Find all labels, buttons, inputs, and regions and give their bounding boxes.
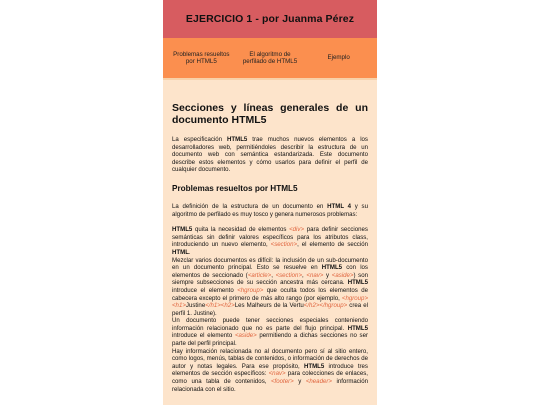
paragraph-section-element: HTML5 quita la necesidad de elementos <div> para definir secciones semánticas sin definir valores específicos para los atributos class, introduciendo un nuevo elemento, <section>, el elemento de sección HTML.	[172, 226, 368, 256]
page-header	[163, 0, 377, 38]
article-title: Secciones y líneas generales de un documento HTML5	[172, 102, 368, 126]
nav-link-ejemplo[interactable]: Ejemplo	[327, 54, 350, 62]
page-container	[163, 0, 377, 405]
page-title: EJERCICIO 1 - por Juanma Pérez	[185, 13, 355, 25]
paragraph-mezclar: Mezclar varios documentos es difícil: la inclusión de un sub-documento en un documento principal. Esto se resuelve en HTML5 con los elementos de seccionado (<article>, <section>, <nav> y <aside>) son siempre subsecciones de su sección ancestra más cercana. HTML5 introduce el elemento <hgroup> que oculta todos los elementos de cabecera excepto el primero de más alto rango (por ejemplo, <hgroup><h1>Justine</h1><h2>Les Malheurs de la Vertu</h2></hgroup> crea el perfil 1. Justine).	[172, 256, 369, 317]
section-title-problemas: Problemas resueltos por HTML5	[172, 183, 298, 193]
article-content	[163, 80, 377, 393]
paragraph-aside: Un documento puede tener secciones especiales conteniendo información relacionado que no es parte del flujo principal. HTML5 introduce el elemento <aside> permitiendo a dichas secciones no ser parte del perfil principal.	[172, 317, 368, 348]
nav-link-algoritmo[interactable]: El algoritmo de perfilado de HTML5	[242, 50, 298, 65]
paragraph-nav-footer: Hay información relacionada no al documento pero sí al sitio entero, como logos, menús, tablas de contenidos, o información de derechos de autor y notas legales. Para ese propósito, HTML5 introduce tres elementos de sección específicos: <nav> para colecciones de enlaces, como una tabla de contenidos, <footer> y <header> información relacionada con el sitio.	[172, 347, 368, 393]
paragraph-definicion: La definición de la estructura de un documento en HTML 4 y su algoritmo de perfilado es muy tosco y genera numerosos problemas:	[172, 202, 368, 218]
nav-link-problemas[interactable]: Problemas resueltos por HTML5	[173, 50, 230, 65]
main-nav	[163, 38, 377, 80]
intro-paragraph: La especificación HTML5 trae muchos nuevos elementos a los desarrolladores web, permitiéndoles describir la estructura de un documento web con semántica estandarizada. Este documento describe estos elementos y cómo usarlos para definir el perfil de cualquier documento.	[172, 136, 368, 174]
